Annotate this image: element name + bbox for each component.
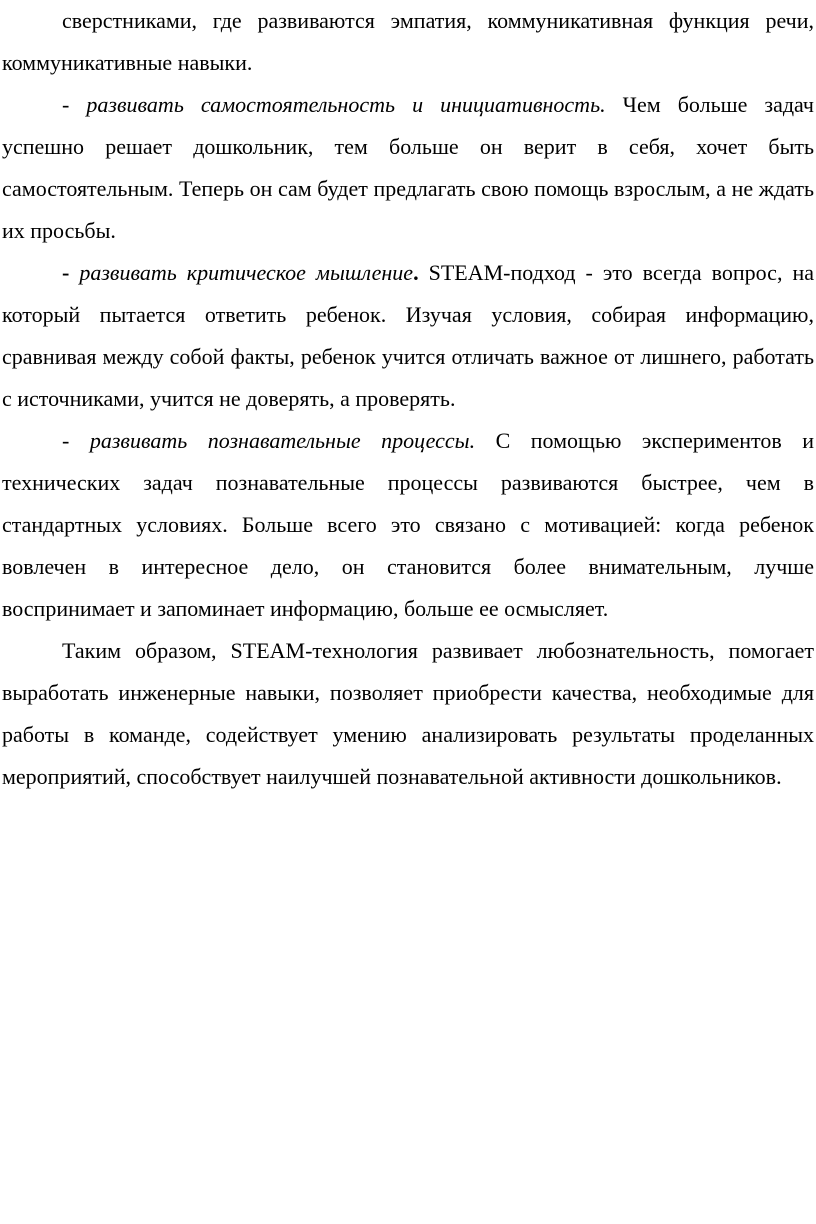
paragraph-independence-initiative xyxy=(2,84,814,252)
text-run: - развивать познавательные процессы. xyxy=(62,428,496,453)
paragraph-critical-thinking xyxy=(2,252,814,420)
text-run: С помощью экспериментов и технических задач познавательные процессы развиваются быстрее, чем в стандартных условиях. Больше всего это связано с мотивацией: когда ребенок вовлечен в интересное дело, он становится более внимательным, лучше воспринимает и запоминает информацию, больше ее осмысляет. xyxy=(2,428,814,621)
text-run: сверстниками, где развиваются эмпатия, коммуникативная функция речи, коммуникативные навыки. xyxy=(2,8,814,75)
text-body xyxy=(2,0,814,798)
paragraph-conclusion xyxy=(2,630,814,798)
text-run: STEAM-подход - это всегда вопрос, на который пытается ответить ребенок. Изучая условия, собирая информацию, сравнивая между собой факты, ребенок учится отличать важное от лишнего, работать с источниками, учится не доверять, а проверять. xyxy=(2,260,815,411)
paragraph-cognitive-processes xyxy=(2,420,814,630)
text-run: развивать критическое мышление xyxy=(79,260,414,285)
text-run: . xyxy=(413,260,429,285)
text-run: - xyxy=(62,260,80,285)
paragraph-communication-skills xyxy=(2,0,814,84)
text-run: Чем больше задач успешно решает дошкольник, тем больше он верит в себя, хочет быть самостоятельным. Теперь он сам будет предлагать свою помощь взрослым, а не ждать их просьбы. xyxy=(2,92,814,243)
text-run: - развивать самостоятельность и инициативность. xyxy=(62,92,623,117)
text-run: Таким образом, STEAM-технология развивает любознательность, помогает выработать инженерные навыки, позволяет приобрести качества, необходимые для работы в команде, содействует умению анализировать результаты проделанных мероприятий, способствует наилучшей познавательной активности дошкольников. xyxy=(2,638,814,789)
